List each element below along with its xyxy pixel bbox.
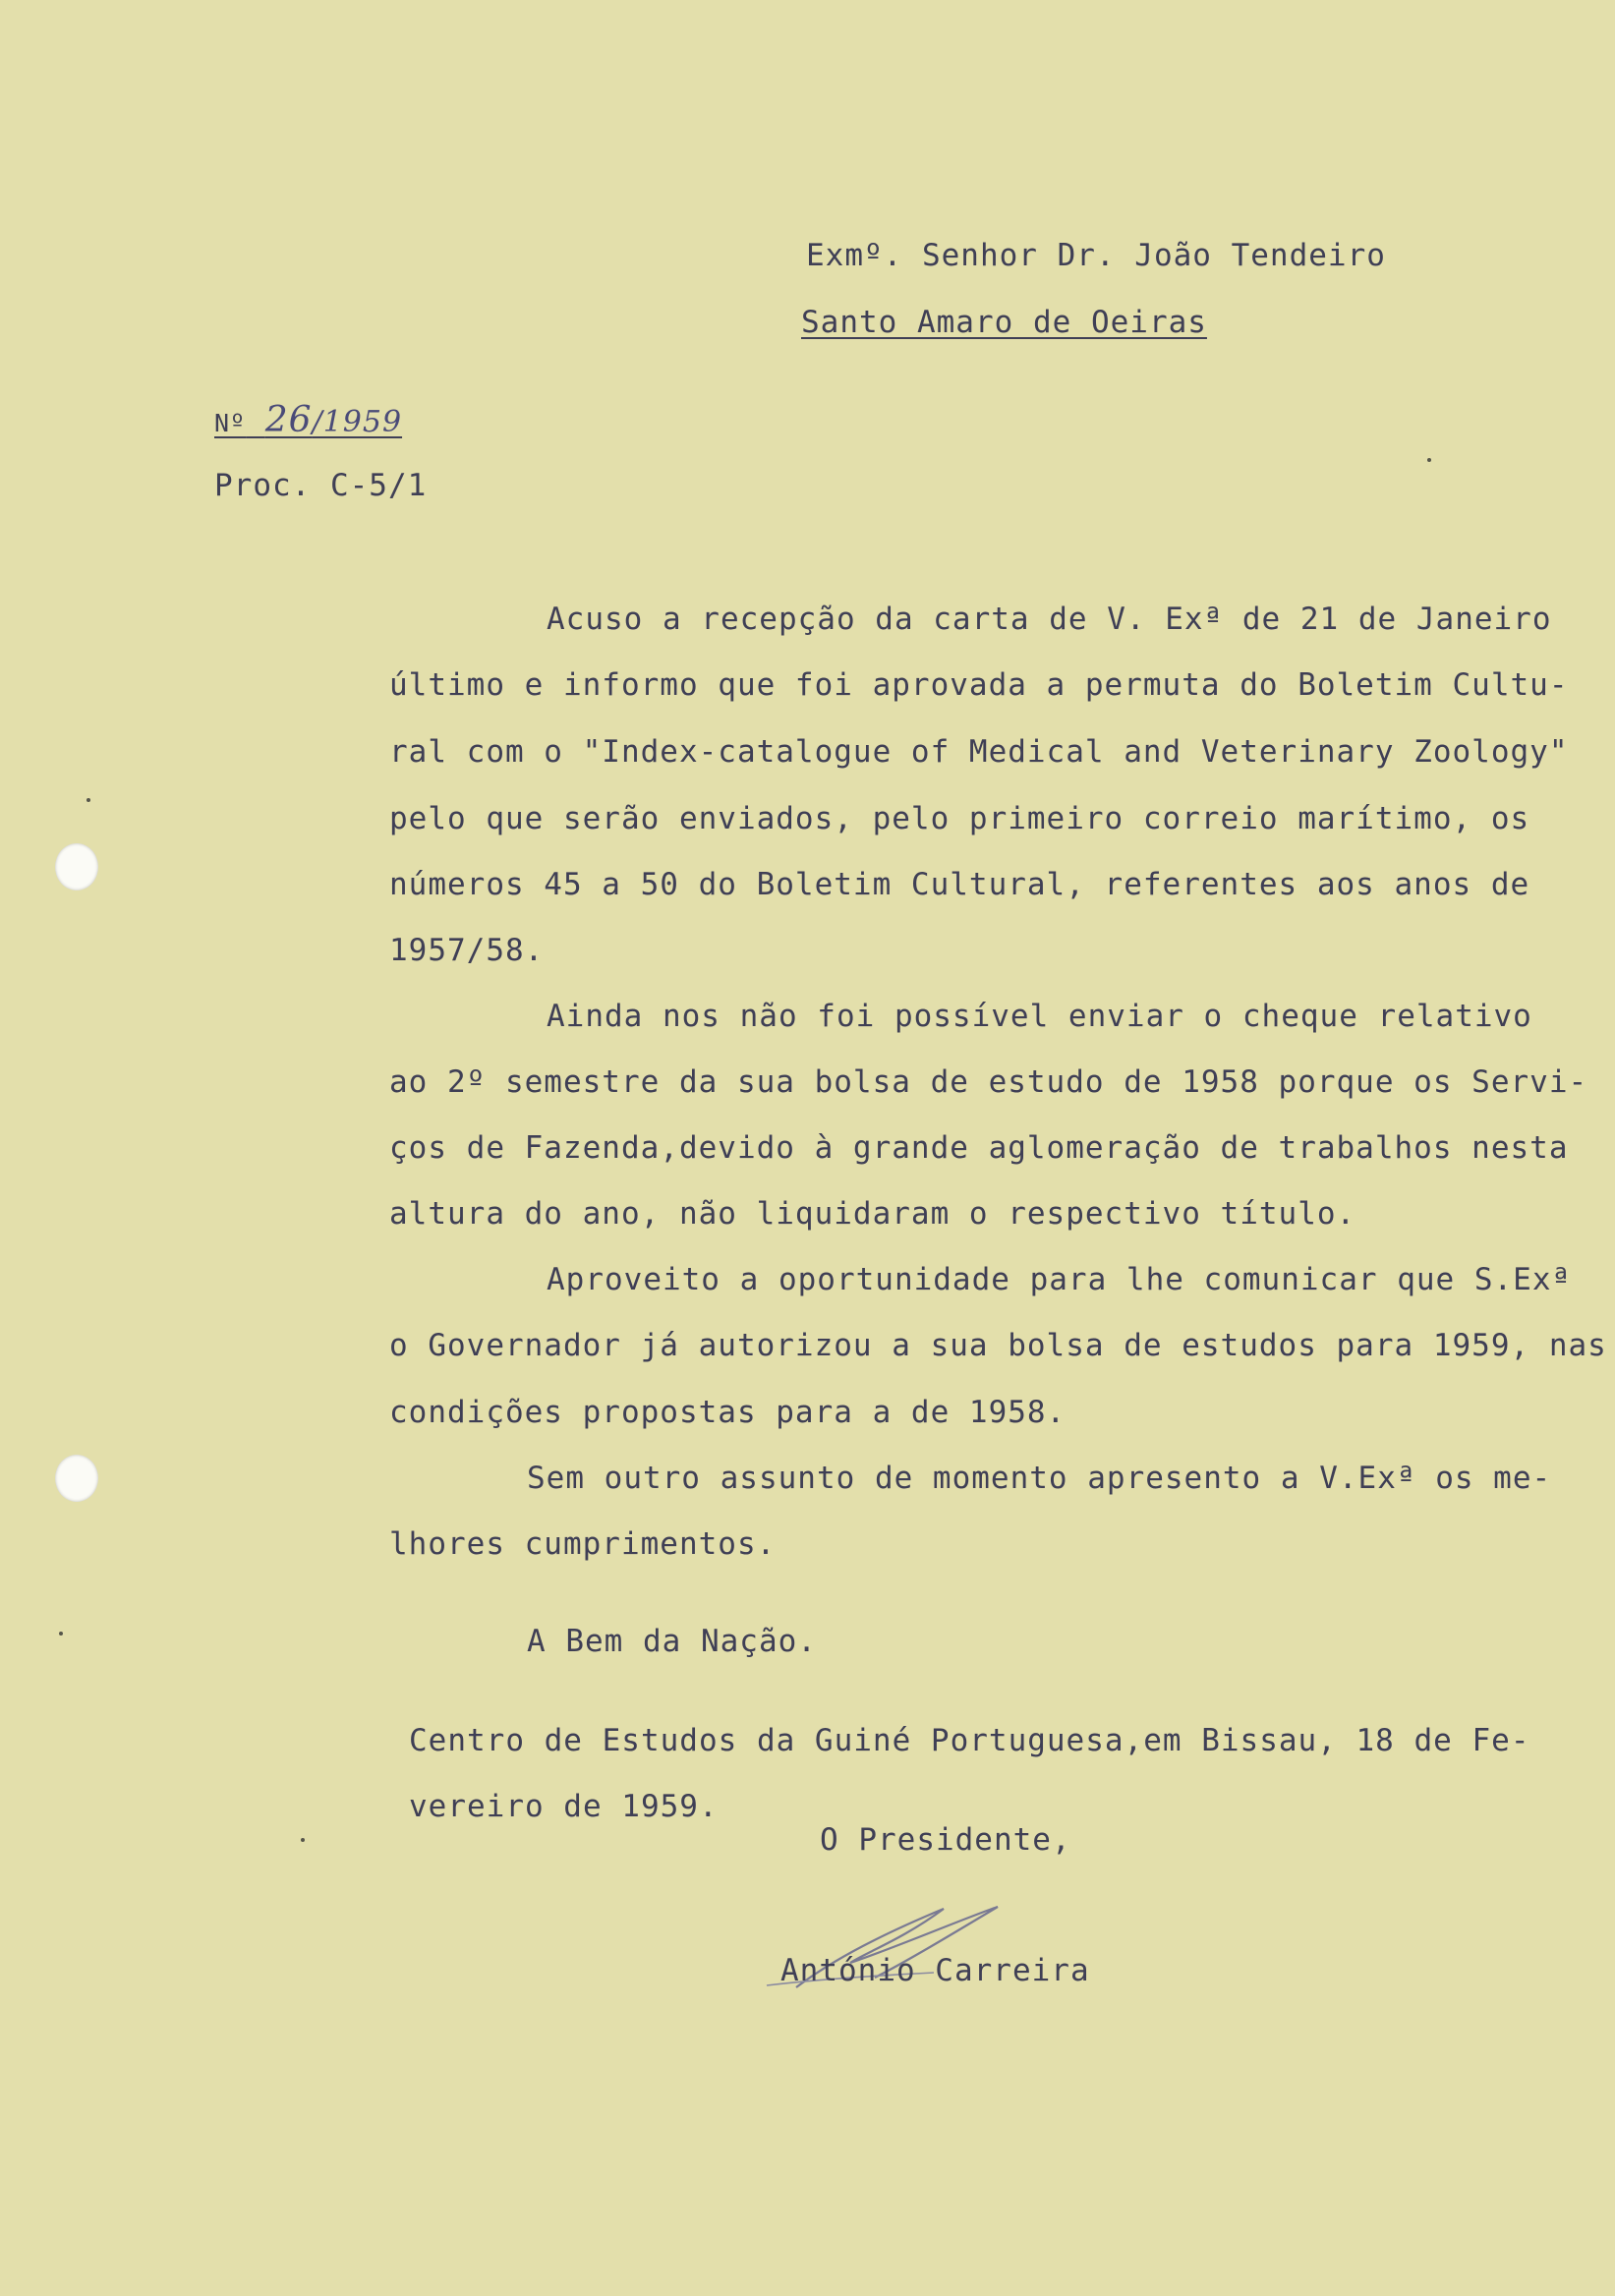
body-line: lhores cumprimentos. [389, 1526, 777, 1562]
paper-speck [301, 1838, 305, 1842]
addressee-line-1: Exmº. Senhor Dr. João Tendeiro [806, 238, 1386, 273]
reference-number-handwritten: 26 [264, 400, 313, 440]
place-date-line: Centro de Estudos da Guiné Portuguesa,em Bissau, 18 de Fe- [409, 1723, 1530, 1758]
place-date-line: vereiro de 1959. [409, 1789, 719, 1824]
reference-number-prefix: Nº [214, 409, 247, 437]
reference-number [214, 401, 402, 443]
body-line: Acuso a recepção da carta de V. Exª de 21 de Janeiro [547, 602, 1552, 637]
body-line: ços de Fazenda,devido à grande aglomeração de trabalhos nesta [389, 1130, 1569, 1166]
body-line: Sem outro assunto de momento apresento a V.Exª os me- [527, 1461, 1552, 1496]
body-line: altura do ano, não liquidaram o respectivo título. [389, 1196, 1356, 1232]
closing-salutation: A Bem da Nação. [527, 1624, 817, 1659]
body-line: números 45 a 50 do Boletim Cultural, referentes aos anos de [389, 867, 1530, 902]
body-line: Ainda nos não foi possível enviar o cheque relativo [547, 999, 1532, 1034]
process-reference: Proc. C-5/1 [214, 468, 428, 503]
paper-speck [87, 798, 90, 802]
body-line: ao 2º semestre da sua bolsa de estudo de 1958 porque os Servi- [389, 1064, 1588, 1100]
punch-hole-bottom [55, 1455, 98, 1502]
reference-number-year: /1959 [312, 405, 403, 439]
body-line: Aproveito a oportunidade para lhe comunicar que S.Exª [547, 1262, 1572, 1297]
body-line: último e informo que foi aprovada a permuta do Boletim Cultu- [389, 667, 1569, 703]
body-line: o Governador já autorizou a sua bolsa de estudos para 1959, nas [389, 1328, 1607, 1363]
paper-speck [59, 1632, 63, 1636]
paper-speck [1427, 458, 1431, 462]
body-line: ral com o "Index-catalogue of Medical and Veterinary Zoology" [389, 734, 1569, 770]
body-line: condições propostas para a de 1958. [389, 1395, 1067, 1430]
punch-hole-top [55, 843, 98, 890]
body-line: 1957/58. [389, 933, 545, 968]
body-line: pelo que serão enviados, pelo primeiro correio marítimo, os [389, 801, 1530, 836]
signatory-name: António Carreira [780, 1953, 1090, 1988]
addressee-line-2: Santo Amaro de Oeiras [801, 305, 1207, 340]
signatory-role: O Presidente, [820, 1822, 1071, 1858]
